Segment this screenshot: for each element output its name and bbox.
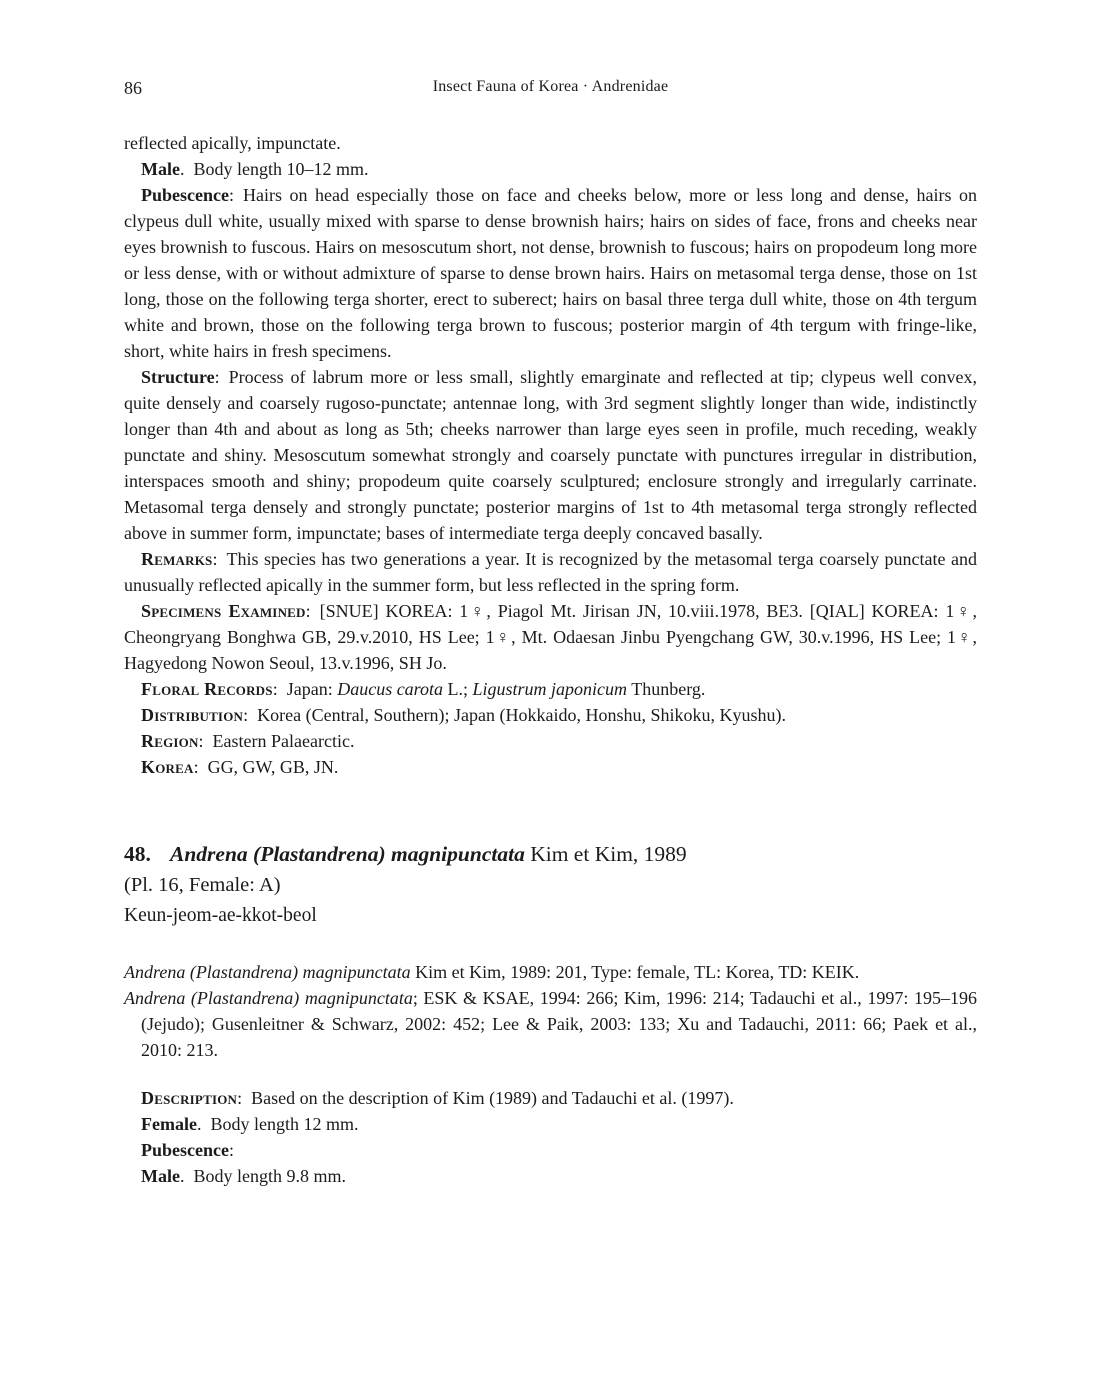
distribution-paragraph	[124, 702, 977, 728]
female-label: Female	[141, 1114, 197, 1134]
description-male-label: Male	[141, 1166, 180, 1186]
floral-species-2: Ligustrum japonicum	[472, 679, 628, 699]
distribution-text: : Korea (Central, Southern); Japan (Hokkaido, Honshu, Shikoku, Kyushu).	[243, 705, 787, 725]
page-content	[124, 130, 977, 1189]
species-name: Andrena (Plastandrena) magnipunctata	[170, 842, 525, 866]
structure-paragraph	[124, 364, 977, 546]
running-header: Insect Fauna of Korea · Andrenidae	[432, 78, 669, 95]
korean-vernacular-name: Keun-jeom-ae-kkot-beol	[124, 905, 317, 926]
species-heading-line	[124, 838, 977, 870]
specimens-examined-label: Specimens Examined	[141, 601, 306, 621]
male-text: . Body length 10–12 mm.	[179, 159, 369, 179]
male-label: Male	[141, 159, 180, 179]
synonymy-entry	[124, 959, 977, 985]
korea-label: Korea	[141, 757, 194, 777]
description-pubescence-label: Pubescence	[141, 1140, 229, 1160]
pubescence-paragraph	[124, 182, 977, 364]
description-pubescence-line	[124, 1137, 977, 1163]
region-label: Region	[141, 731, 199, 751]
description-text: : Based on the description of Kim (1989) and Tadauchi et al. (1997).	[237, 1088, 734, 1108]
remarks-paragraph	[124, 546, 977, 598]
region-text: : Eastern Palaearctic.	[198, 731, 355, 751]
male-body-length-line	[124, 156, 977, 182]
description-section	[124, 1085, 977, 1189]
korea-paragraph	[124, 754, 977, 780]
synonymy-entry-1-citation: Kim et Kim, 1989: 201, Type: female, TL: Korea, TD: KEIK.	[410, 962, 860, 982]
species-authority: Kim et Kim, 1989	[524, 842, 687, 866]
species-heading	[124, 838, 977, 931]
korea-text: : GG, GW, GB, JN.	[193, 757, 339, 777]
description-paragraph	[124, 1085, 977, 1111]
description-label: Description	[141, 1088, 238, 1108]
floral-records-paragraph	[124, 676, 977, 702]
floral-records-post: Thunberg.	[627, 679, 706, 699]
remarks-label: Remarks	[141, 549, 213, 569]
distribution-label: Distribution	[141, 705, 244, 725]
synonymy-entry-2-name: Andrena (Plastandrena) magnipunctata	[124, 988, 413, 1008]
description-male-text: . Body length 9.8 mm.	[179, 1166, 346, 1186]
floral-records-mid: L.;	[443, 679, 473, 699]
remarks-text: : This species has two generations a year. It is recognized by the metasomal terga coarsely punctate and unusually reflected apically in the summer form, but less reflected in the spring form.	[124, 549, 977, 595]
specimens-examined-paragraph	[124, 598, 977, 676]
female-text: . Body length 12 mm.	[196, 1114, 359, 1134]
synonymy-entry-1-name: Andrena (Plastandrena) magnipunctata	[124, 962, 411, 982]
description-male-line	[124, 1163, 977, 1189]
floral-species-1: Daucus carota	[337, 679, 444, 699]
species-number: 48.	[124, 842, 151, 866]
synonymy-entry-2-citation: ; ESK & KSAE, 1994: 266; Kim, 1996: 214; Tadauchi et al., 1997: 195–196 (Jejudo); Gusenleitner & Schwarz, 2002: 452; Lee & Paik, 2003: 133; Xu and Tadauchi, 2011: 66; Paek et al., 2010: 213.	[141, 988, 977, 1060]
structure-label: Structure	[141, 367, 215, 387]
specimens-examined-text: : [SNUE] KOREA: 1♀, Piagol Mt. Jirisan JN, 10.viii.1978, BE3. [QIAL] KOREA: 1♀, Cheongryang Bonghwa GB, 29.v.2010, HS Lee; 1♀, Mt. Odaesan Jinbu Pyengchang GW, 30.v.1996, HS Lee; 1♀, Hagyedong Nowon Seoul, 13.v.1996, SH Jo.	[124, 601, 977, 673]
page-header	[124, 78, 977, 102]
floral-records-label: Floral Records	[141, 679, 273, 699]
female-body-length-line	[124, 1111, 977, 1137]
plate-reference-line: (Pl. 16, Female: A)	[124, 874, 281, 896]
floral-records-pre: : Japan:	[272, 679, 338, 699]
pubescence-label: Pubescence	[141, 185, 229, 205]
page-number: 86	[124, 78, 142, 98]
pubescence-text: : Hairs on head especially those on face and cheeks below, more or less long and dense, hairs on clypeus dull white, usually mixed with sparse to dense brownish hairs; hairs on sides of face, frons and cheeks near eyes brownish to fuscous. Hairs on mesoscutum short, not dense, brownish to fuscous; hairs on propodeum long more or less dense, with or without admixture of sparse to dense brown hairs. Hairs on metasomal terga dense, those on 1st long, those on the following terga shorter, erect to suberect; hairs on basal three terga dull white, those on 4th tergum white and brown, those on the following terga brown to fuscous; posterior margin of 4th tergum with fringe-like, short, white hairs in fresh specimens.	[124, 185, 977, 361]
region-paragraph	[124, 728, 977, 754]
structure-text: : Process of labrum more or less small, slightly emarginate and reflected at tip; clypeus well convex, quite densely and coarsely rugoso-punctate; antennae long, with 3rd segment slightly longer than wide, indistinctly longer than 4th and about as long as 5th; cheeks narrower than large eyes seen in profile, much receding, weakly punctate and shiny. Mesoscutum somewhat strongly and coarsely punctate with punctures irregular in distribution, interspaces smooth and shiny; propodeum quite coarsely sculptured; enclosure strongly and irregularly carrinate. Metasomal terga densely and strongly punctate; posterior margins of 1st to 4th metasomal terga strongly reflected above in summer form, impunctate; bases of intermediate terga deeply concaved basally.	[124, 367, 977, 543]
description-pubescence-text: :	[228, 1140, 234, 1160]
synonymy-list	[124, 959, 977, 1063]
paragraph-continuation: reflected apically, impunctate.	[124, 133, 341, 153]
synonymy-entry	[124, 985, 977, 1063]
